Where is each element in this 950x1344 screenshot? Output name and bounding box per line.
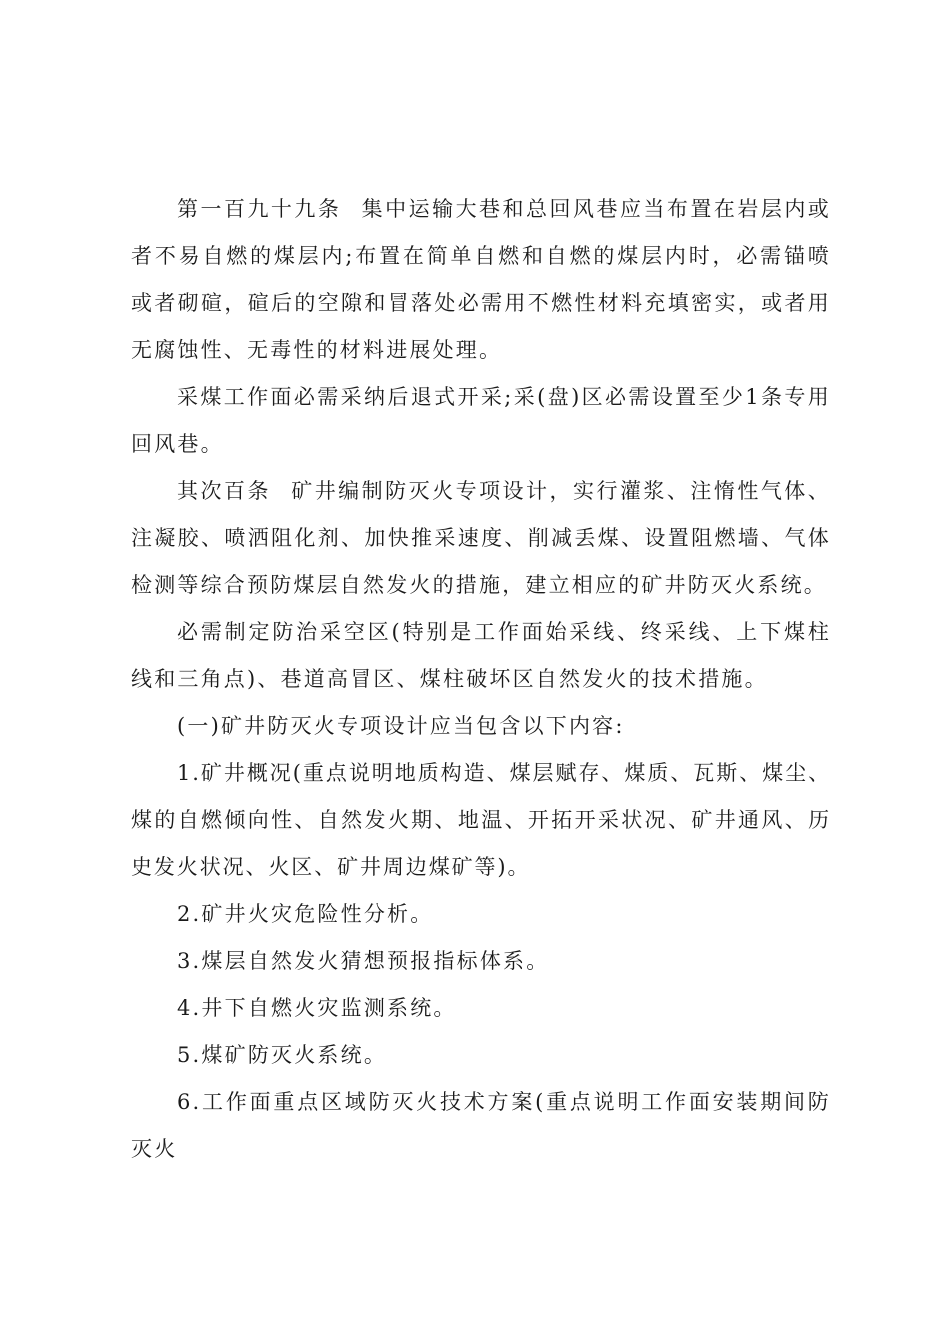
retreat-mining-text: 采煤工作面必需采纳后退式开采;采(盘)区必需设置至少1条专用回风巷。 [131, 385, 831, 456]
article-199-heading: 第一百九十九条 [177, 197, 342, 221]
list-item-2-text: 2.矿井火灾危险性分析。 [177, 902, 434, 926]
article-199-text: 集中运输大巷和总回风巷应当布置在岩层内或者不易自燃的煤层内;布置在简单自燃和自燃的煤层内时，必需锚喷或者砌碹，碹后的空隙和冒落处必需用不燃性材料充填密实，或者用无腐蚀性、无毒性的材料进展处理。 [131, 197, 831, 362]
goaf-measures-text: 必需制定防治采空区(特别是工作面始采线、终采线、上下煤柱线和三角点)、巷道高冒区、煤柱破坏区自然发火的技术措施。 [131, 620, 831, 691]
list-item-1 [131, 750, 831, 891]
article-200-heading: 其次百条 [177, 479, 271, 503]
article-199-paragraph [131, 186, 831, 374]
list-item-3-text: 3.煤层自然发火猜想预报指标体系。 [177, 949, 550, 973]
document-body [131, 186, 831, 1173]
design-contents-text: (一)矿井防灭火专项设计应当包含以下内容: [177, 714, 625, 738]
list-item-4 [131, 985, 831, 1032]
goaf-measures-paragraph [131, 609, 831, 703]
list-item-6-text: 6.工作面重点区域防灭火技术方案(重点说明工作面安装期间防灭火 [131, 1090, 831, 1161]
list-item-6 [131, 1079, 831, 1173]
article-200-paragraph [131, 468, 831, 609]
list-item-5-text: 5.煤矿防灭火系统。 [177, 1043, 388, 1067]
retreat-mining-paragraph [131, 374, 831, 468]
article-200-text: 矿井编制防灭火专项设计，实行灌浆、注惰性气体、注凝胶、喷洒阻化剂、加快推采速度、削减丢煤、设置阻燃墙、气体检测等综合预防煤层自然发火的措施，建立相应的矿井防灭火系统。 [131, 479, 831, 597]
list-item-3 [131, 938, 831, 985]
list-item-1-text: 1.矿井概况(重点说明地质构造、煤层赋存、煤质、瓦斯、煤尘、煤的自燃倾向性、自然发火期、地温、开拓开采状况、矿井通风、历史发火状况、火区、矿井周边煤矿等)。 [131, 761, 831, 879]
list-item-4-text: 4.井下自燃火灾监测系统。 [177, 996, 457, 1020]
list-item-5 [131, 1032, 831, 1079]
design-contents-heading [131, 703, 831, 750]
list-item-2 [131, 891, 831, 938]
